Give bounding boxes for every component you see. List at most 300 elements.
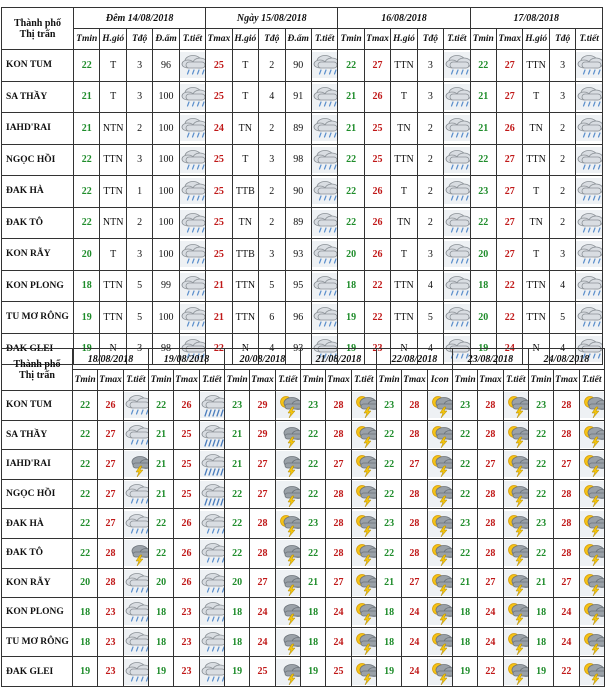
tmin-value: 21 [470,113,496,145]
tmax-value: 26 [497,113,523,145]
tmax-value: 27 [98,420,123,450]
wind-direction: TTN [100,270,126,302]
tmin-value: 22 [224,479,249,509]
wind-direction: T [232,50,258,82]
column-header: Tmax [174,370,199,391]
city-name: NGỌC HỒI [2,144,74,176]
tmin-value: 19 [224,657,249,687]
tmin-value: 22 [376,538,401,568]
tmin-value: 21 [148,420,173,450]
tmin-value: 20 [73,568,98,598]
tmax-value: 28 [98,538,123,568]
table-row [2,113,603,145]
city-name: KON RẪY [2,239,74,271]
wind-speed: 4 [549,333,575,365]
wind-speed: 2 [549,176,575,208]
table-row [2,144,603,176]
humidity-value: 100 [153,81,179,113]
tmin-value: 19 [74,333,100,365]
weather-icon [579,627,604,657]
tmax-value: 26 [364,207,390,239]
wind-direction: TTN [100,176,126,208]
weather-icon [503,509,528,539]
city-name: ĐAK TÔ [2,538,73,568]
table-row [2,598,605,628]
humidity-value: 100 [153,302,179,334]
wind-speed: 3 [126,144,152,176]
tmin-value: 22 [224,538,249,568]
tmax-value: 28 [326,479,351,509]
weather-icon [427,598,452,628]
tmin-value: 23 [470,176,496,208]
wind-speed: 2 [259,176,285,208]
tmin-value: 22 [73,420,98,450]
wind-speed: 3 [417,81,443,113]
wind-speed: 2 [417,176,443,208]
tmin-value: 22 [338,50,364,82]
tmin-value: 22 [300,479,325,509]
weather-icon [503,538,528,568]
tmin-value: 20 [338,239,364,271]
tmin-value: 22 [73,479,98,509]
column-header: T.tiết [123,370,148,391]
city-name: KON TUM [2,50,74,82]
tmax-value: 22 [364,270,390,302]
weather-icon [579,598,604,628]
city-name: ĐAK HÀ [2,509,73,539]
weather-icon [576,239,603,271]
tmax-value: 22 [478,657,503,687]
wind-direction: TTN [523,302,549,334]
wind-direction: T [523,239,549,271]
tmax-value: 26 [364,239,390,271]
weather-icon [579,391,604,421]
tmax-value: 24 [402,627,427,657]
weather-icon [199,479,224,509]
tmax-value: 25 [326,657,351,687]
tmax-value: 25 [206,144,232,176]
weather-icon [444,113,470,145]
tmin-value: 22 [300,450,325,480]
weather-icon [503,391,528,421]
date-header: 17/08/2018 [470,8,602,29]
wind-speed: 3 [126,50,152,82]
wind-speed: 3 [259,239,285,271]
wind-speed: 4 [417,333,443,365]
tmax-value: 28 [326,509,351,539]
weather-icon [444,176,470,208]
tmax-value: 28 [250,509,275,539]
table-row [2,450,605,480]
date-header: Ngày 15/08/2018 [206,8,338,29]
tmax-value: 26 [174,391,199,421]
humidity-value: 98 [153,333,179,365]
tmax-value: 25 [206,176,232,208]
tmax-value: 27 [98,509,123,539]
tmax-value: 25 [206,81,232,113]
tmin-value: 18 [224,627,249,657]
tmax-value: 22 [497,302,523,334]
tmax-value: 28 [98,568,123,598]
weather-icon [351,450,376,480]
wind-direction: TTN [523,270,549,302]
tmax-value: 23 [98,598,123,628]
tmin-value: 23 [528,391,553,421]
city-name: ĐAK TÔ [2,207,74,239]
tmax-value: 23 [174,598,199,628]
tmax-value: 23 [364,333,390,365]
tmax-value: 24 [478,598,503,628]
humidity-value: 100 [153,207,179,239]
tmin-value: 22 [148,538,173,568]
weather-icon [444,81,470,113]
wind-speed: 3 [259,144,285,176]
city-name: TU MƠ RÔNG [2,302,74,334]
weather-icon [351,568,376,598]
weather-icon [199,627,224,657]
humidity-value: 96 [285,302,311,334]
tmin-value: 18 [452,598,477,628]
tmin-value: 22 [452,538,477,568]
tmax-value: 27 [402,568,427,598]
wind-direction: TN [523,113,549,145]
tmax-value: 24 [250,598,275,628]
tmax-value: 28 [402,391,427,421]
tmin-value: 22 [528,479,553,509]
weather-icon [427,450,452,480]
wind-direction: TTN [100,302,126,334]
weather-icon [275,568,300,598]
weather-icon [427,420,452,450]
weather-icon [576,81,603,113]
weather-icon [199,538,224,568]
column-header: T.tiết [351,370,376,391]
tmax-value: 25 [364,144,390,176]
tmax-value: 25 [206,50,232,82]
wind-speed: 3 [417,50,443,82]
wind-direction: TTN [232,270,258,302]
wind-direction: T [391,239,417,271]
wind-direction: T [391,81,417,113]
weather-icon [311,81,337,113]
weather-icon [351,657,376,687]
weather-icon [199,420,224,450]
column-header: Tmax [206,29,232,50]
tmin-value: 21 [224,420,249,450]
weather-icon [179,81,205,113]
wind-direction: TN [232,207,258,239]
tmax-value: 27 [250,450,275,480]
wind-direction: TTN [232,302,258,334]
tmin-value: 22 [452,450,477,480]
weather-icon [444,270,470,302]
weather-icon [427,538,452,568]
wind-speed: 2 [126,207,152,239]
tmax-value: 22 [497,270,523,302]
tmax-value: 26 [174,568,199,598]
weather-icon [275,479,300,509]
weather-icon [311,302,337,334]
weather-icon [576,176,603,208]
table-row [2,391,605,421]
weather-icon [503,627,528,657]
tmax-value: 23 [174,657,199,687]
column-header: Tđộ [126,29,152,50]
weather-icon [579,568,604,598]
weather-icon [503,598,528,628]
table-row [2,420,605,450]
tmin-value: 19 [452,657,477,687]
column-header: Tmin [338,29,364,50]
weather-icon [123,657,148,687]
town-header-line: Thị trấn [19,28,56,40]
forecast-table-2 [1,348,605,687]
weather-icon [444,239,470,271]
weather-icon [275,598,300,628]
tmin-value: 18 [528,627,553,657]
town-header-line: Thị trấn [19,369,55,381]
table-row [2,568,605,598]
weather-icon [427,657,452,687]
weather-icon [351,598,376,628]
tmax-value: 28 [478,420,503,450]
wind-speed: 2 [549,113,575,145]
tmax-value: 28 [250,538,275,568]
wind-speed: 2 [259,50,285,82]
tmax-value: 28 [554,538,579,568]
table-row [2,657,605,687]
tmin-value: 22 [528,450,553,480]
wind-speed: 4 [259,333,285,365]
table-row [2,302,603,334]
tmin-value: 20 [224,568,249,598]
tmin-value: 23 [300,509,325,539]
wind-direction: N [523,333,549,365]
tmax-value: 28 [554,391,579,421]
weather-icon [123,391,148,421]
humidity-value: 93 [285,239,311,271]
wind-direction: TTN [391,50,417,82]
tmin-value: 22 [300,538,325,568]
tmin-value: 22 [338,176,364,208]
weather-icon [444,144,470,176]
tmin-value: 22 [73,450,98,480]
wind-speed: 5 [126,302,152,334]
wind-direction: TTN [391,302,417,334]
tmax-value: 28 [402,420,427,450]
tmin-value: 21 [148,479,173,509]
weather-icon [427,479,452,509]
table-row [2,270,603,302]
column-header: T.tiết [311,29,337,50]
wind-direction: TTB [232,176,258,208]
tmin-value: 23 [376,509,401,539]
tmin-value: 21 [376,568,401,598]
tmin-value: 22 [528,420,553,450]
tmax-value: 25 [206,207,232,239]
wind-speed: 2 [417,113,443,145]
wind-direction: N [100,333,126,365]
column-header: Tđộ [549,29,575,50]
tmax-value: 26 [174,509,199,539]
tmin-value: 22 [338,207,364,239]
weather-icon [351,538,376,568]
wind-direction: T [391,176,417,208]
weather-icon [351,479,376,509]
tmin-value: 22 [376,479,401,509]
weather-icon [311,144,337,176]
column-header: Tmin [470,29,496,50]
tmin-value: 19 [376,657,401,687]
tmax-value: 25 [174,450,199,480]
tmin-value: 19 [338,333,364,365]
weather-icon [503,420,528,450]
tmax-value: 26 [364,176,390,208]
tmin-value: 21 [470,81,496,113]
tmax-value: 27 [478,568,503,598]
tmin-value: 22 [338,144,364,176]
weather-icon [123,420,148,450]
tmax-value: 28 [554,420,579,450]
table-row [2,176,603,208]
city-name: IAHD'RAI [2,113,74,145]
city-name: KON RẪY [2,568,73,598]
tmax-value: 27 [250,479,275,509]
weather-icon [576,113,603,145]
wind-direction: TN [523,207,549,239]
wind-speed: 3 [126,81,152,113]
weather-icon [275,538,300,568]
date-header: 22/08/2018 [376,349,452,370]
weather-icon [275,657,300,687]
column-header: Tmax [364,29,390,50]
date-header: 19/08/2018 [148,349,224,370]
wind-speed: 5 [417,302,443,334]
tmax-value: 23 [98,657,123,687]
tmin-value: 21 [338,113,364,145]
city-name: ĐAK GLEI [2,657,73,687]
tmax-value: 22 [364,302,390,334]
weather-icon [275,450,300,480]
weather-icon [427,627,452,657]
weather-icon [199,450,224,480]
forecast-table-1 [1,7,603,365]
column-header: H.gió [232,29,258,50]
tmax-value: 23 [98,627,123,657]
tmax-value: 28 [402,509,427,539]
tmin-value: 21 [338,81,364,113]
wind-direction: TN [232,113,258,145]
weather-icon [199,568,224,598]
city-name: KON PLONG [2,598,73,628]
weather-icon [444,50,470,82]
humidity-value: 100 [153,113,179,145]
tmin-value: 21 [148,450,173,480]
wind-speed: 2 [549,144,575,176]
wind-direction: N [232,333,258,365]
tmin-value: 22 [74,50,100,82]
wind-direction: T [523,81,549,113]
tmax-value: 28 [402,479,427,509]
weather-icon [503,450,528,480]
wind-direction: T [232,81,258,113]
tmax-value: 27 [497,239,523,271]
tmin-value: 22 [148,391,173,421]
wind-speed: 2 [259,207,285,239]
weather-icon [351,509,376,539]
weather-icon [444,207,470,239]
tmin-value: 22 [452,420,477,450]
city-name: TU MƠ RÔNG [2,627,73,657]
humidity-value: 100 [153,239,179,271]
humidity-value: 100 [153,176,179,208]
wind-direction: TTN [100,144,126,176]
column-header: H.gió [100,29,126,50]
tmax-value: 29 [250,420,275,450]
weather-icon [275,627,300,657]
tmin-value: 23 [224,391,249,421]
weather-icon [123,450,148,480]
humidity-value: 100 [153,144,179,176]
column-header: T.tiết [275,370,300,391]
wind-direction: T [100,239,126,271]
date-header: Đêm 14/08/2018 [74,8,206,29]
tmax-value: 21 [206,302,232,334]
wind-direction: T [100,81,126,113]
weather-icon [351,627,376,657]
column-header: Tmin [376,370,401,391]
tmin-value: 19 [148,657,173,687]
tmax-value: 28 [478,509,503,539]
tmin-value: 21 [74,113,100,145]
tmin-value: 21 [74,81,100,113]
weather-icon [427,568,452,598]
wind-speed: 2 [417,144,443,176]
tmin-value: 18 [148,627,173,657]
tmin-value: 18 [470,270,496,302]
tmax-value: 25 [174,479,199,509]
date-header: 20/08/2018 [224,349,300,370]
tmax-value: 27 [326,450,351,480]
tmin-value: 22 [470,144,496,176]
weather-icon [123,568,148,598]
wind-speed: 3 [549,50,575,82]
tmin-value: 22 [300,420,325,450]
tmax-value: 24 [478,627,503,657]
column-header: Tmax [98,370,123,391]
weather-icon [444,302,470,334]
column-header: Tmax [497,29,523,50]
tmin-value: 22 [470,50,496,82]
tmax-value: 25 [364,113,390,145]
city-name: KON PLONG [2,270,74,302]
tmax-value: 28 [326,420,351,450]
table-row [2,50,603,82]
tmax-value: 24 [326,627,351,657]
city-column-header [2,8,74,50]
tmax-value: 28 [554,509,579,539]
tmax-value: 27 [554,450,579,480]
city-header-line: Thành phố [13,358,61,370]
weather-icon [579,479,604,509]
column-header: Tmax [402,370,427,391]
city-name: IAHD'RAI [2,450,73,480]
wind-direction: TTN [391,144,417,176]
column-header: T.tiết [503,370,528,391]
weather-icon [311,207,337,239]
weather-icon [427,391,452,421]
city-name: ĐAK HÀ [2,176,74,208]
